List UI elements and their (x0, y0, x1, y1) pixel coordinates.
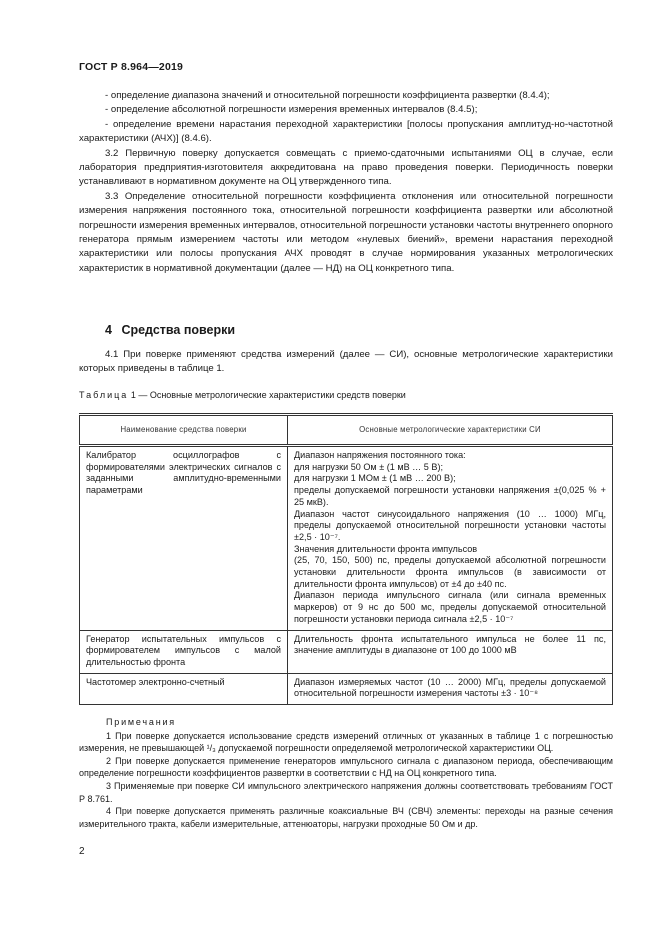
characteristic-line: Диапазон частот синусоидального напряжения (10 … 1000) МГц, пределы допускаемой относительной погрешности установки частоты ±2,5 · 10⁻⁷. (294, 508, 606, 542)
table-1 (79, 413, 613, 705)
intro-item: - определение времени нарастания переходной характеристики [полосы пропускания амплитуд-но-частотной характеристики (АЧХ)] (8.4.6). (79, 118, 613, 145)
page-number: 2 (79, 846, 85, 857)
table-cell-characteristics (288, 630, 613, 673)
table-header-characteristics: Основные метрологические характеристики СИ (288, 415, 613, 446)
characteristic-line: Значения длительности фронта импульсов (294, 543, 478, 554)
table-caption (79, 390, 406, 400)
characteristic-line: для нагрузки 1 МОм ± (1 мВ … 200 В); (294, 473, 456, 484)
characteristic-line: Длительность фронта испытательного импульса не более 11 пс, значение амплитуды в диапазоне от 100 до 1000 мВ (294, 633, 606, 656)
characteristic-line: (25, 70, 150, 500) пс, пределы допускаемой абсолютной погрешности установки длительности фронта импульсов (в зависимости от длительности фронта импульсов) от ±4 до ±40 пс. (294, 555, 606, 589)
table-row (80, 673, 613, 704)
table-cell-characteristics (288, 446, 613, 631)
characteristic-line: пределы допускаемой погрешности установки напряжения ±(0,025 % + 25 мкВ). (294, 485, 606, 507)
intro-list (79, 89, 613, 276)
table-header-name: Наименование средства поверки (80, 415, 288, 446)
intro-item: - определение абсолютной погрешности измерения временных интервалов (8.4.5); (105, 104, 478, 116)
characteristic-line: Диапазон напряжения постоянного тока: (294, 450, 466, 460)
document-header: ГОСТ Р 8.964—2019 (79, 61, 184, 73)
paragraph-3-2: 3.2 Первичную поверку допускается совмещать с приемо-сдаточными испытаниями ОЦ в случае, если лаборатория предприятия-изготовителя аккредитована на право проведения поверки. Периодичность поверки устанавливают в нормативном документе на ОЦ утвержденного типа. (79, 147, 613, 188)
section-body (79, 348, 613, 377)
paragraph-4-1: 4.1 При поверке применяют средства измерений (далее — СИ), основные метрологические характеристики которых приведены в таблице 1. (79, 349, 613, 375)
table-cell-name: Частотомер электронно-счетный (80, 673, 288, 704)
note-item: 4 При поверке допускается применять различные коаксиальные ВЧ (СВЧ) элементы: переходы на разные сечения измерительного тракта, кабели измерительные, аттенюаторы, нагрузки проходные 50 Ом и др. (79, 806, 613, 829)
note-item: 2 При поверке допускается применение генераторов импульсного сигнала с диапазоном периода, обеспечивающим определение погрешности коэффициентов развертки в соответствии с НД на ОЦ конкретного типа. (79, 755, 613, 779)
section-title: Средства поверки (121, 323, 236, 337)
note-item: 1 При поверке допускается использование средств измерений отличных от указанных в таблице 1 с погрешностью измерения, не превышающей ¹/₃ допускаемой погрешности определяемой метрологической характеристики ОЦ. (79, 730, 613, 754)
table-row (80, 446, 613, 631)
section-heading (105, 323, 235, 337)
characteristic-line: Диапазон периода импульсного сигнала (или сигнала временных маркеров) от 9 нс до 500 мс, пределы допускаемой относительной погрешности установки периода сигнала ±2,5 · 10⁻⁷ (294, 590, 606, 624)
table-caption-text: 1 — Основные метрологические характеристики средств поверки (130, 390, 406, 400)
table-cell-characteristics (288, 673, 613, 704)
notes-title: Примечания (106, 717, 176, 727)
table-row (80, 630, 613, 673)
characteristic-line: для нагрузки 50 Ом ± (1 мВ … 5 В); (294, 461, 444, 472)
paragraph-3-3: 3.3 Определение относительной погрешности коэффициента отклонения или относительной погрешности измерения напряжения постоянного тока, относительной погрешности коэффициента развертки или абсолютной погрешности измерения временных интервалов, относительной погрешности установки частоты внутреннего опорного генератора прямым измерением частоты или методом «нулевых биений», времени нарастания переходной характеристики или полосы пропускания АЧХ проводят в случае нормирования указанных метрологических характеристик в нормативной документации (далее — НД) на ОЦ конкретного типа. (79, 190, 613, 274)
table-cell-name: Калибратор осциллографов с формирователями электрических сигналов с заданными амплитудно-временными параметрами (80, 446, 288, 631)
table-caption-word: Таблица (79, 390, 129, 400)
note-item: 3 Применяемые при поверке СИ импульсного электрического напряжения должны соответствовать требованиям ГОСТ Р 8.761. (79, 780, 613, 804)
notes-block (79, 716, 613, 830)
table-cell-name: Генератор испытательных импульсов с формирователем импульсов с малой длительностью фронта (80, 630, 288, 673)
intro-item: - определение диапазона значений и относительной погрешности коэффициента развертки (8.4.4); (105, 90, 550, 101)
section-number: 4 (105, 323, 112, 337)
characteristic-line: Диапазон измеряемых частот (10 … 2000) МГц, пределы допускаемой относительной погрешности измерения частоты ±3 · 10⁻⁸ (294, 676, 606, 699)
